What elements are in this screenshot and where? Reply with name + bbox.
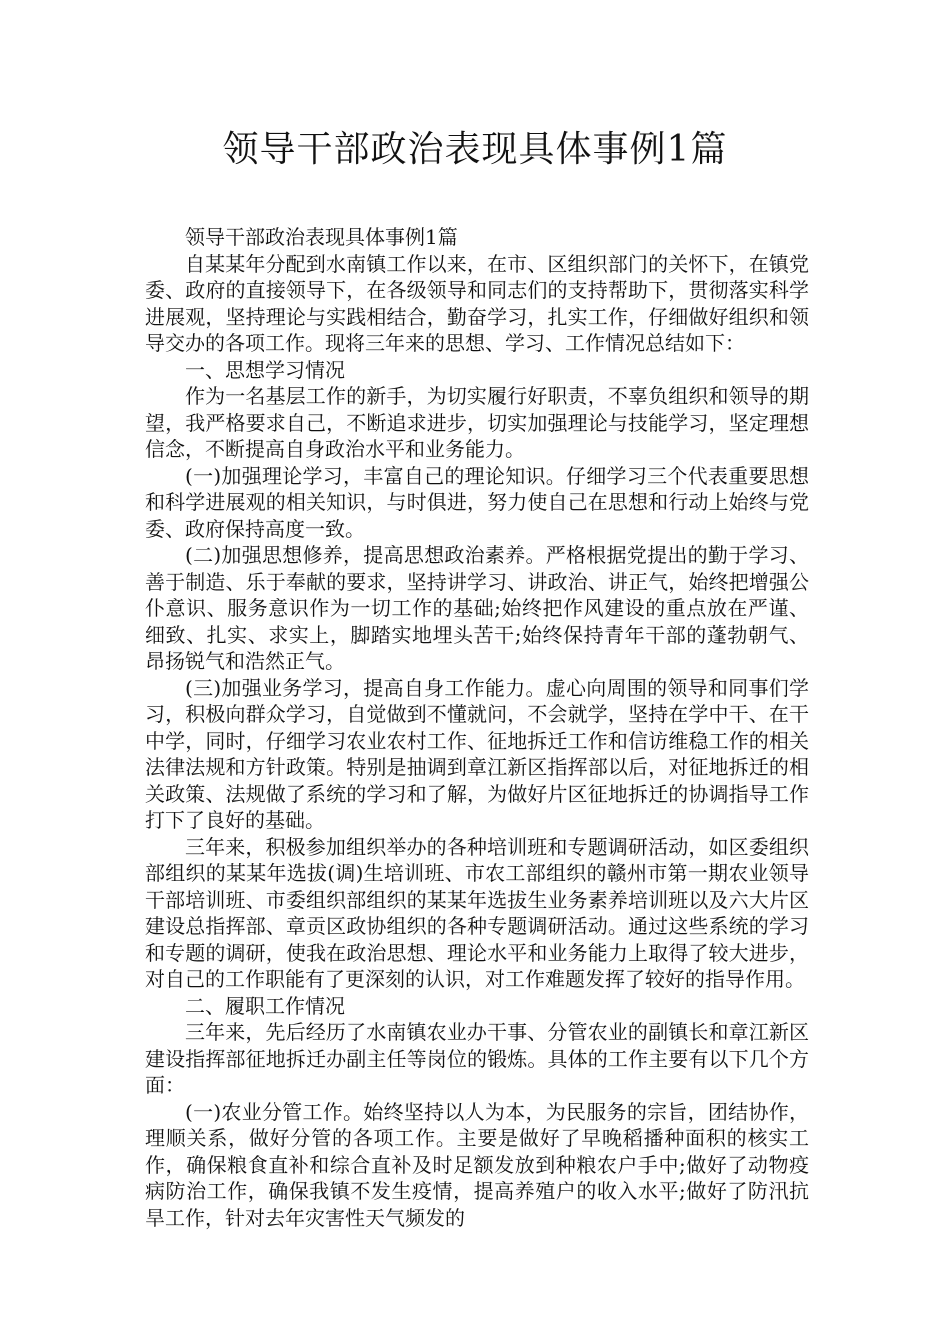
paragraph: 自某某年分配到水南镇工作以来，在市、区组织部门的关怀下，在镇党委、政府的直接领导下，在各级领导和同志们的支持帮助下，贯彻落实科学进展观，坚持理论与实践相结合，勤奋学习，扎实工作，仔细做好组织和领导交办的各项工作。现将三年来的思想、学习、工作情况总结如下： xyxy=(145,251,809,355)
paragraph: (三)加强业务学习，提高自身工作能力。虚心向周围的领导和同事们学习，积极向群众学习，自觉做到不懂就问，不会就学，坚持在学中干、在干中学，同时，仔细学习农业农村工作、征地拆迁工作和信访维稳工作的相关法律法规和方针政策。特别是抽调到章江新区指挥部以后，对征地拆迁的相关政策、法规做了系统的学习和了解，为做好片区征地拆迁的协调指导工作打下了良好的基础。 xyxy=(145,675,809,832)
paragraph: 领导干部政治表现具体事例1篇 xyxy=(185,225,458,249)
paragraph: 作为一名基层工作的新手，为切实履行好职责，不辜负组织和领导的期望，我严格要求自己，不断追求进步，切实加强理论与技能学习，坚定理想信念，不断提高自身政治水平和业务能力。 xyxy=(145,384,809,461)
paragraph: (一)农业分管工作。始终坚持以人为本，为民服务的宗旨，团结协作，理顺关系，做好分管的各项工作。主要是做好了早晚稻播种面积的核实工作，确保粮食直补和综合直补及时足额发放到种粮农户手中;做好了动物疫病防治工作，确保我镇不发生疫情，提高养殖户的收入水平;做好了防汛抗旱工作，针对去年灾害性天气频发的 xyxy=(145,1099,809,1230)
section-heading: 二、履职工作情况 xyxy=(185,993,345,1018)
document-body xyxy=(145,224,809,1231)
paragraph: (一)加强理论学习，丰富自己的理论知识。仔细学习三个代表重要思想和科学进展观的相关知识，与时俱进，努力使自己在思想和行动上始终与党委、政府保持高度一致。 xyxy=(145,463,809,541)
paragraph: 三年来，积极参加组织举办的各种培训班和专题调研活动，如区委组织部组织的某某年选拔(调)生培训班、市农工部组织的赣州市第一期农业领导干部培训班、市委组织部组织的某某年选拔生业务素养培训班以及六大片区建设总指挥部、章贡区政协组织的各种专题调研活动。通过这些系统的学习和专题的调研，使我在政治思想、理论水平和业务能力上取得了较大进步，对自己的工作职能有了更深刻的认识，对工作难题发挥了较好的指导作用。 xyxy=(145,834,809,991)
document-title: 领导干部政治表现具体事例1篇 xyxy=(222,129,728,170)
paragraph: (二)加强思想修养，提高思想政治素养。严格根据党提出的勤于学习、善于制造、乐于奉献的要求，坚持讲学习、讲政治、讲正气，始终把增强公仆意识、服务意识作为一切工作的基础;始终把作风建设的重点放在严谨、细致、扎实、求实上，脚踏实地埋头苦干;始终保持青年干部的蓬勃朝气、昂扬锐气和浩然正气。 xyxy=(145,543,809,673)
paragraph: 三年来，先后经历了水南镇农业办干事、分管农业的副镇长和章江新区建设指挥部征地拆迁办副主任等岗位的锻炼。具体的工作主要有以下几个方面： xyxy=(145,1020,809,1097)
section-heading: 一、思想学习情况 xyxy=(185,357,345,382)
